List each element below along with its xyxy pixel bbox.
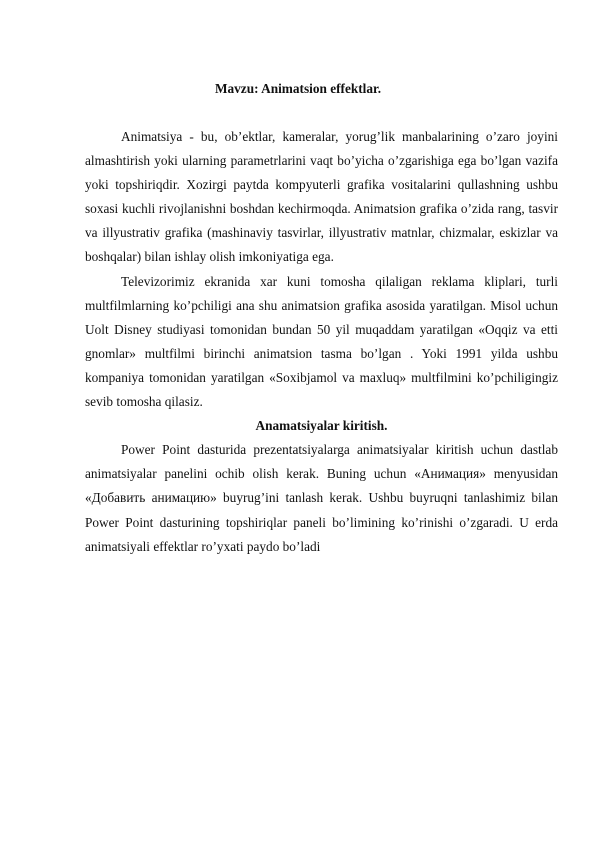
document-body [85, 125, 558, 559]
paragraph-animation-definition: Animatsiya - bu, ob’ektlar, kameralar, yorug’lik manbalarining o’zaro joyini almashtirish yoki ularning parametrlarini vaqt bo’yicha o’zgarishiga ega bo’lgan vazifa yoki topshiriqdir. Xozirgi paytda kompyuterli grafika vositalarini qullashning ushbu soxasi kuchli rivojlanishni boshdan kechirmoqda. Animatsion grafika o’zida rang, tasvir va illyustrativ grafika (mashinaviy tasvirlar, illyustrativ matnlar, chizmalar, eskizlar va boshqalar) bilan ishlay olish imkoniyatiga ega. [85, 129, 558, 265]
section-heading: Anamatsiyalar kiritish. [255, 418, 388, 434]
paragraph-animation-examples: Televizorimiz ekranida xar kuni tomosha qilaligan reklama kliplari, turli multfilmlarning ko’pchiligi ana shu animatsion grafika asosida yaratilgan. Misol uchun Uolt Disney studiyasi tomonidan bundan 50 yil muqaddam yaratilgan «Oqqiz va etti gnomlar» multfilmi birinchi animatsion tasma bo’lgan . Yoki 1991 yilda ushbu kompaniya tomonidan yaratilgan «Soxibjamol va maxluq» multfilmini ko’pchiligingiz sevib tomosha qilasiz. [85, 273, 558, 410]
paragraph-powerpoint-animation: Power Point dasturida prezentatsiyalarga animatsiyalar kiritish uchun dastlab animatsiyalar panelini ochib olish kerak. Buning uchun «Анимация» menyusidan «Добавить анимацию» buyrug’ini tanlash kerak. Ushbu buyruqni tanlashimiz bilan Power Point dasturining topshiriqlar paneli bo’limining ko’rinishi o’zgaradi. U erda animatsiyali effektlar ro’yxati paydo bo’ladi [85, 442, 558, 554]
document-title: Mavzu: Animatsion effektlar. [214, 81, 382, 96]
